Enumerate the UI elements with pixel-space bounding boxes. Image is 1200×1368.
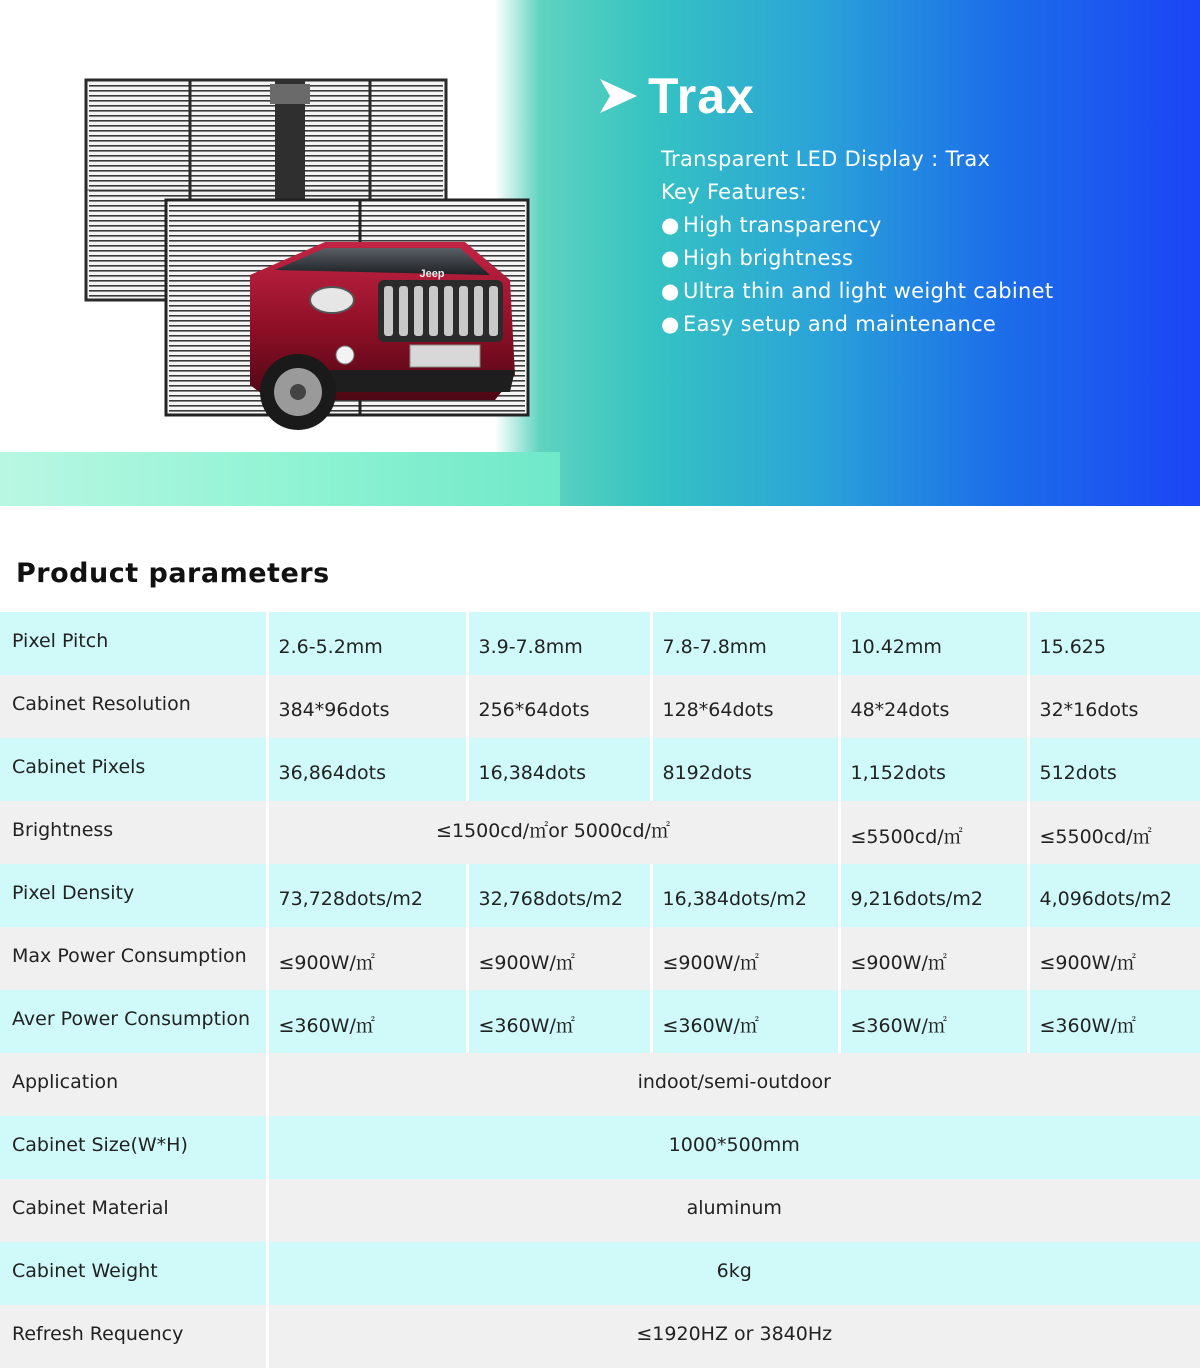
table-cell: 16,384dots [467, 738, 651, 801]
table-cell: 10.42mm [839, 612, 1028, 675]
table-row [0, 927, 1200, 990]
row-label: Cabinet Size(W*H) [0, 1116, 267, 1179]
table-row [0, 675, 1200, 738]
table-row [0, 1053, 1200, 1116]
table-row [0, 1116, 1200, 1179]
arrow-right-icon [598, 76, 638, 116]
row-label: Pixel Density [0, 864, 267, 927]
table-cell-merged: 1000*500mm [267, 1116, 1200, 1179]
product-subtitle: Transparent LED Display : Trax [661, 147, 991, 171]
feature-item: ● High transparency [661, 209, 1053, 242]
row-label: Max Power Consumption [0, 927, 267, 990]
table-cell: 384*96dots [267, 675, 467, 738]
feature-item: ● Ultra thin and light weight cabinet [661, 275, 1053, 308]
table-cell: 128*64dots [651, 675, 839, 738]
table-cell: ≤900W/㎡ [651, 927, 839, 990]
table-cell: ≤900W/㎡ [1028, 927, 1200, 990]
bullet-icon: ● [661, 246, 680, 270]
table-cell: 32,768dots/m2 [467, 864, 651, 927]
mint-accent-strip [0, 452, 560, 506]
table-cell-merged: 6kg [267, 1242, 1200, 1305]
row-label: Aver Power Consumption [0, 990, 267, 1053]
feature-item: ● Easy setup and maintenance [661, 308, 1053, 341]
section-title: Product parameters [16, 558, 330, 589]
product-headline [598, 66, 755, 126]
table-cell: ≤360W/㎡ [1028, 990, 1200, 1053]
table-cell: 15.625 [1028, 612, 1200, 675]
jeep-badge: Jeep [419, 268, 445, 280]
product-title: Trax [648, 68, 755, 124]
row-label: Refresh Requency [0, 1305, 267, 1368]
bullet-icon: ● [661, 312, 680, 336]
row-label: Pixel Pitch [0, 612, 267, 675]
parameters-table [0, 612, 1200, 1368]
table-cell: ≤900W/㎡ [839, 927, 1028, 990]
table-row [0, 1305, 1200, 1368]
table-row [0, 864, 1200, 927]
bullet-icon: ● [661, 279, 680, 303]
table-cell: 512dots [1028, 738, 1200, 801]
table-cell: 73,728dots/m2 [267, 864, 467, 927]
table-cell: 3.9-7.8mm [467, 612, 651, 675]
product-image [70, 70, 540, 440]
table-row [0, 801, 1200, 864]
table-cell: ≤5500cd/㎡ [839, 801, 1028, 864]
table-row [0, 738, 1200, 801]
table-cell-merged: ≤1920HZ or 3840Hz [267, 1305, 1200, 1368]
table-row [0, 612, 1200, 675]
table-cell: 2.6-5.2mm [267, 612, 467, 675]
table-cell-merged: ≤1500cd/㎡or 5000cd/㎡ [267, 801, 839, 864]
table-cell: 36,864dots [267, 738, 467, 801]
table-cell: ≤5500cd/㎡ [1028, 801, 1200, 864]
table-cell: ≤360W/㎡ [839, 990, 1028, 1053]
table-cell: ≤360W/㎡ [467, 990, 651, 1053]
table-row [0, 1179, 1200, 1242]
row-label: Application [0, 1053, 267, 1116]
table-cell: ≤360W/㎡ [267, 990, 467, 1053]
bullet-icon: ● [661, 213, 680, 237]
table-cell-merged: indoot/semi-outdoor [267, 1053, 1200, 1116]
table-cell: ≤900W/㎡ [467, 927, 651, 990]
table-cell: 8192dots [651, 738, 839, 801]
product-intro [661, 143, 1053, 341]
table-row [0, 990, 1200, 1053]
table-cell-merged: aluminum [267, 1179, 1200, 1242]
table-cell: 48*24dots [839, 675, 1028, 738]
table-cell: 256*64dots [467, 675, 651, 738]
table-cell: ≤900W/㎡ [267, 927, 467, 990]
product-banner [0, 0, 1200, 506]
row-label: Cabinet Material [0, 1179, 267, 1242]
table-cell: 7.8-7.8mm [651, 612, 839, 675]
table-cell: 1,152dots [839, 738, 1028, 801]
row-label: Cabinet Weight [0, 1242, 267, 1305]
row-label: Brightness [0, 801, 267, 864]
table-row [0, 1242, 1200, 1305]
table-cell: 32*16dots [1028, 675, 1200, 738]
table-cell: ≤360W/㎡ [651, 990, 839, 1053]
row-label: Cabinet Pixels [0, 738, 267, 801]
feature-item: ● High brightness [661, 242, 1053, 275]
row-label: Cabinet Resolution [0, 675, 267, 738]
table-cell: 4,096dots/m2 [1028, 864, 1200, 927]
features-heading: Key Features: [661, 180, 808, 204]
table-cell: 9,216dots/m2 [839, 864, 1028, 927]
table-cell: 16,384dots/m2 [651, 864, 839, 927]
